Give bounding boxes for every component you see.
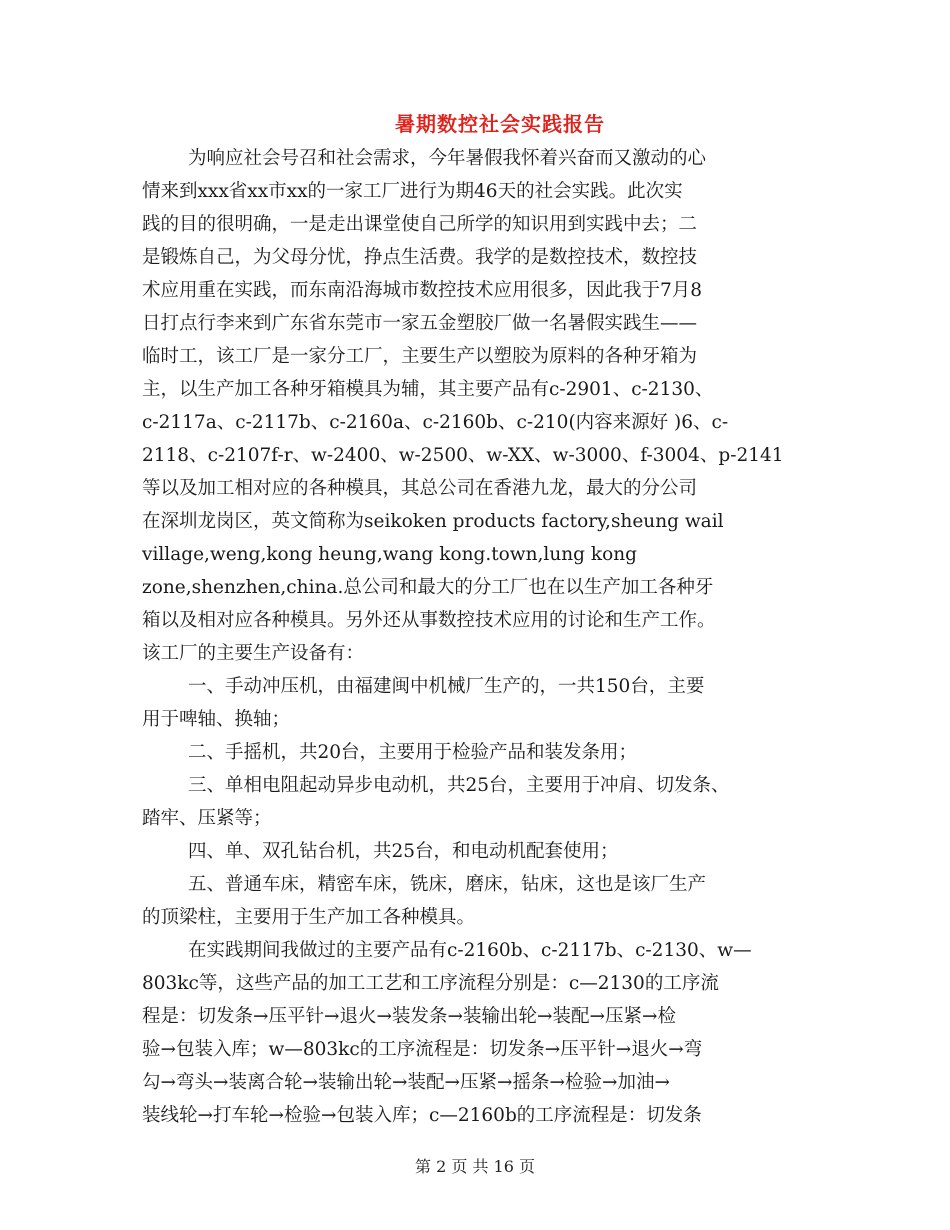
text-line: 情来到xxx省xx市xx的一家工厂进行为期46天的社会实践。此次实	[142, 181, 683, 202]
text-line: c-2117a、c-2117b、c-2160a、c-2160b、c-210(内容来源好 )6、c-	[142, 412, 729, 433]
text-line: 装线轮→打车轮→检验→包装入库；c—2160b的工序流程是：切发条	[142, 1105, 702, 1126]
text-line: 主，以生产加工各种牙箱模具为辅，其主要产品有c-2901、c-2130、	[142, 379, 714, 400]
text-line: 箱以及相对应各种模具。另外还从事数控技术应用的讨论和生产工作。	[142, 610, 716, 631]
text-line: 在深圳龙岗区，英文简称为seikoken products factory,sheung wail	[142, 511, 724, 532]
text-line: 为响应社会号召和社会需求，今年暑假我怀着兴奋而又激动的心	[188, 148, 707, 169]
text-line: 的顶梁柱，主要用于生产加工各种模具。	[142, 907, 476, 928]
page-footer: 第 2 页 共 16 页	[415, 1157, 535, 1176]
text-line: 日打点行李来到广东省东莞市一家五金塑胶厂做一名暑假实践生——	[142, 313, 698, 334]
document-title: 暑期数控社会实践报告	[395, 112, 605, 136]
text-line: 在实践期间我做过的主要产品有c-2160b、c-2117b、c-2130、w—	[188, 940, 752, 961]
text-line: 术应用重在实践，而东南沿海城市数控技术应用很多，因此我于7月8	[142, 280, 703, 301]
text-line: 等以及加工相对应的各种模具，其总公司在香港九龙，最大的分公司	[142, 478, 698, 499]
text-line: 二、手摇机，共20台，主要用于检验产品和装发条用；	[188, 742, 638, 763]
text-line: 2118、c-2107f-r、w-2400、w-2500、w-XX、w-3000、f-3004、p-2141	[142, 445, 784, 466]
text-line: village,weng,kong heung,wang kong.town,lung kong	[142, 544, 637, 565]
text-line: 803kc等，这些产品的加工工艺和工序流程分别是：c—2130的工序流	[142, 973, 719, 994]
text-line: 用于啤轴、换轴；	[142, 709, 291, 730]
text-line: 一、手动冲压机，由福建闽中机械厂生产的，一共150台，主要	[188, 676, 705, 697]
text-line: zone,shenzhen,china.总公司和最大的分工厂也在以生产加工各种牙	[142, 577, 714, 598]
text-line: 五、普通车床，精密车床，铣床，磨床，钻床，这也是该厂生产	[188, 874, 707, 895]
text-line: 三、单相电阻起动异步电动机，共25台，主要用于冲肩、切发条、	[188, 775, 730, 796]
text-line: 四、单、双孔钻台机，共25台，和电动机配套使用；	[188, 841, 619, 862]
text-line: 验→包装入库；w—803kc的工序流程是：切发条→压平针→退火→弯	[142, 1039, 703, 1060]
text-line: 程是：切发条→压平针→退火→装发条→装输出轮→装配→压紧→检	[142, 1006, 677, 1027]
text-line: 勾→弯头→装离合轮→装输出轮→装配→压紧→摇条→检验→加油→	[142, 1072, 671, 1093]
text-line: 是锻炼自己，为父母分忧，挣点生活费。我学的是数控技术，数控技	[142, 247, 698, 268]
text-line: 踏牢、压紧等；	[142, 808, 272, 829]
text-line: 临时工，该工厂是一家分工厂，主要生产以塑胶为原料的各种牙箱为	[142, 346, 698, 367]
text-line: 该工厂的主要生产设备有：	[142, 643, 365, 664]
text-line: 践的目的很明确，一是走出课堂使自己所学的知识用到实践中去；二	[142, 214, 698, 235]
